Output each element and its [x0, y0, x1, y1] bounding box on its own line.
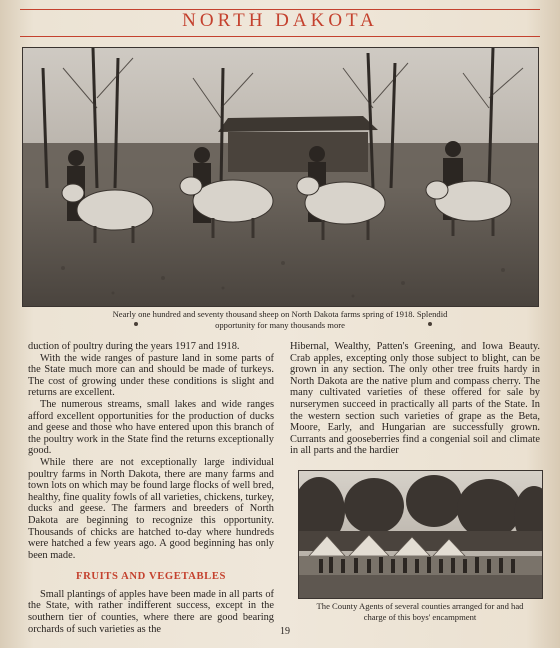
- page-header-title: NORTH DAKOTA: [182, 10, 378, 31]
- encampment-caption-line-1: The County Agents of several counties arranged for and had: [316, 601, 524, 611]
- binder-hole-right: [428, 322, 432, 326]
- right-column: [290, 341, 540, 457]
- encampment-photo: [298, 470, 543, 599]
- left-column: [28, 341, 274, 635]
- binder-hole-left: [134, 322, 138, 326]
- encampment-photo-image: [299, 471, 542, 598]
- header-rule-bottom: [20, 36, 540, 37]
- page-number: 19: [280, 626, 290, 637]
- sheep-photo-image: [23, 48, 538, 306]
- left-paragraph-5: Small plantings of apples have been made in all parts of the State, with rather indifferent success, except in the southern tier of counties, where there are good bearing orchards of such varieties as the: [28, 588, 274, 635]
- sheep-photo: [22, 47, 539, 307]
- left-paragraph-3: The numerous streams, small lakes and wide ranges afford excellent opportunities for the production of ducks and geese and those who have entered upon this branch of the poultry work in the State find the returns exceptionally good.: [28, 398, 274, 457]
- left-paragraph-4: While there are not exceptionally large individual poultry farms in North Dakota, there are many farms and town lots on which may be found large flocks of well bred, healthy, fine quality fowls of all varieties, chickens, turkey, ducks and geese. The farmers and breeders of North Dakota are beginning to recognize this opportunity. Thousands of chicks are hatched to-day where hundreds were hatched a few years ago. A good beginning has only been made.: [28, 456, 274, 561]
- sheep-caption-line-2: opportunity for many thousands more: [215, 319, 345, 330]
- right-paragraph-1: Hibernal, Wealthy, Patten's Greening, and Iowa Beauty. Crab apples, excepting only those subject to blight, can be grown in any section. The only other tree fruits hardy in North Dakota are the native plum and compass cherry. The many cultivated varieties of these offered for sale by nurserymen succeed in practically all parts of the State. In the western section such varieties of grape as the Beta, Moore, Early, and Hungarian are successfully grown. Currants and gooseberries find a congenial soil and climate in all parts and the hardier: [290, 341, 540, 457]
- encampment-caption-line-2: charge of this boys' encampment: [363, 611, 477, 622]
- sheep-caption-line-1: Nearly one hundred and seventy thousand sheep on North Dakota farms spring of 1918. Splendid: [112, 309, 448, 319]
- left-paragraph-1: duction of poultry during the years 1917 and 1918.: [28, 341, 240, 352]
- left-paragraph-2: With the wide ranges of pasture land in some parts of the State much more can and should be made of turkeys. The cost of growing under these conditions is slight and returns are excellent.: [28, 352, 274, 399]
- section-heading-fruits-vegetables: FRUITS AND VEGETABLES: [76, 571, 226, 583]
- encampment-photo-caption: [300, 601, 540, 622]
- sheep-photo-caption: [40, 309, 520, 330]
